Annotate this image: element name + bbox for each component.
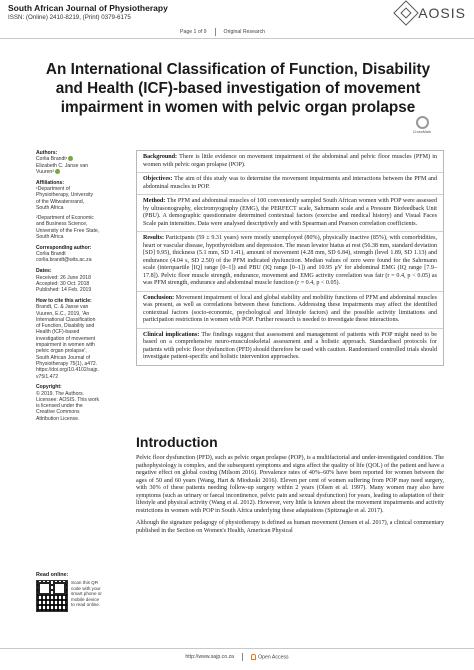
affiliation-line: Physiotherapy, University	[36, 192, 94, 199]
citation-line: pelvic organ prolapse',	[36, 348, 87, 355]
copyright-line: © 2019. The Authors.	[36, 390, 85, 397]
affiliation-line: University of the Free State,	[36, 227, 100, 234]
citation-line: International Classification	[36, 316, 96, 323]
abstract-background: Background: There is little evidence on movement impairment of the abdominal and pelvic floor muscles (PFM) in women with pelvic organ prolapse (POP).	[137, 151, 443, 173]
abstract-box	[136, 150, 444, 366]
qr-code-icon[interactable]	[36, 580, 68, 612]
copyright-line: Creative Commons	[36, 409, 80, 416]
affiliation-line: of the Witwatersrand,	[36, 198, 85, 205]
open-access: Open Access	[251, 654, 289, 660]
crossmark-badge[interactable]	[406, 116, 438, 134]
copyright-line: is licensed under the	[36, 403, 83, 410]
read-online-heading: Read online:	[36, 572, 69, 578]
publisher-name: AOSIS	[418, 5, 466, 21]
read-online-section	[36, 572, 118, 612]
footer-rule	[0, 648, 474, 649]
affiliation-line: South Africa	[36, 204, 64, 211]
publisher-logo	[397, 4, 466, 22]
page-info	[180, 27, 265, 37]
title-line: and Health (ICF)-based investigation of movement	[55, 80, 421, 97]
title-line: An International Classification of Function, Disability	[45, 61, 431, 78]
copyright-line: Licensee: AOSIS. This work	[36, 396, 100, 403]
howtocite-heading: How to cite this article:	[36, 297, 92, 304]
citation-line: Vuuren, E.C., 2019, 'An	[36, 310, 90, 317]
corresponding-email[interactable]: corlia.brandt@wits.ac.za	[36, 257, 92, 264]
author-line: Elizabeth C. Janse van	[36, 162, 89, 169]
orcid-icon[interactable]	[55, 169, 60, 174]
abstract-clinical-implications: Clinical implications: The findings suggest that assessment and management of patients with POP might need to be based on a comprehensive neuro-musculoskeletal assessment and a holistic approach. Standardised protocols for patients with pelvic floor dysfunction (PFD) should therefore be used with caution. Randomised controlled trials should investigate patient-specific and holistic intervention approaches.	[143, 331, 437, 360]
corresponding-heading: Corresponding author:	[36, 244, 92, 251]
article-category: Original Research	[223, 29, 266, 35]
affiliation-line: South Africa	[36, 234, 64, 241]
affiliation-line: and Business Science,	[36, 221, 88, 228]
crossmark-label: CrossMark	[412, 130, 432, 134]
journal-name: South African Journal of Physiotherapy	[8, 3, 168, 13]
orcid-icon[interactable]	[68, 156, 73, 161]
page-number: Page 1 of 9	[180, 29, 207, 35]
paragraph: Pelvic floor dysfunction (PFD), such as pelvic organ prolapse (POP), is a multifactorial and under-investigated condition. The pathophysiology is complex, and the subsequent symptoms and signs affect the quality of life (QOL) of the patient and have a negative effect on global costing (Milsom 2016). Prevalence rates of 40%–60% have been reported for women between the ages of 50 and 60 years (Wang, Hart & Mioduski 2016). Eleven per cent of women suffering from POP may need surgery, with 30% of these patients needing follow-up surgery within 2 years (Olsen et al. 1997). Many women may also have symptoms (such as urinary or faecal incontinence, pelvic pain and sexual dysfunction) for years, leading to adaptation of their lifestyle and physical activity (Wang et al. 2012). However, very little is known about the movement impairments and activity restrictions in women with POP in South Africa underlying these adaptations (Spitznagle et al. 2017).	[136, 455, 444, 514]
copyright-heading: Copyright:	[36, 384, 62, 391]
citation-line: impairment in women with	[36, 342, 95, 349]
authors-heading: Authors:	[36, 150, 58, 156]
introduction-heading: Introduction	[136, 434, 218, 450]
introduction-body	[136, 455, 444, 535]
affiliation-line: ¹Department of	[36, 185, 70, 192]
author-line: Corlia Brandt¹	[36, 156, 118, 162]
page-footer	[0, 650, 474, 664]
affiliations-heading: Affiliations:	[36, 179, 65, 186]
abstract-objectives: Objectives: The aim of this study was to determine the movement impairments and interactions between the PFM and abdominal muscles in POP.	[137, 173, 443, 195]
abstract-conclusion: Conclusion: Movement impairment of local and global stability and mobility functions of PFM and abdominal muscles was present, as well as correlations between these functions. Addressing these impairments may affect the identified contextual factors (socio-economic, psychological and lifestyle factors) and the possible activity limitations and participation restrictions in women with POP. Further research is needed to investigate these interactions.	[137, 292, 443, 329]
journal-url[interactable]: http://www.sajp.co.za	[185, 654, 235, 660]
affiliation-line: ²Department of Economic	[36, 215, 94, 222]
abstract-results: Results: Participants (59 ± 9.31 years) were mostly unemployed (80%), physically inactive (85%), with comorbidities, heart or vascular disease, hypothyroidism and depression. The mean levator hiatus at rest (56.38 mm, standard deviation [SD] 9.95), thickness (5.1 mm, SD 1.41), amount of movement (4.28 mm, SD 6.84), strength (level 1.89, SD 1.13) and endurance (4.04 s, SD 2.50) of the PFM indicated dysfunction. Median values of zero were found for the Sahrmann scale (interquartile [IQ] range [0–1]) and PBU (IQ range [0–1]) and 10.95 μV for abdominal EMG (IQ range [7.9–17.8]). Pelvic floor muscle strength, endurance, movement and EMG activity correlation was fair (r = 0.4, p < 0.05) as was PFM strength, endurance and abdominal muscle function (r = 0.4, p < 0.05).	[137, 232, 443, 292]
author-line: Vuuren²	[36, 169, 118, 175]
qr-instructions: Scan this QR code with your smart phone or mobile device to read online.	[71, 580, 102, 608]
divider	[215, 28, 216, 36]
citation-line: investigation of movement	[36, 335, 96, 342]
abstract-method: Method: The PFM and abdominal muscles of 100 conveniently sampled South African women with POP were assessed by ultrasonography, electromyography (EMG), the PERFECT scale, Sahrmann scale and a Pressure Biofeedback Unit (PBU). A demographic questionnaire determined contextual factors (exercise and medical history) and Visual Faces Scale pain intensities. Data were analysed descriptively and with Spearman and Pearson correlation coefficients.	[137, 195, 443, 232]
journal-issn: ISSN: (Online) 2410-8219, (Print) 0379-6175	[8, 14, 131, 21]
citation-line: Physiotherapy 75(1), a472.	[36, 360, 98, 367]
divider	[242, 653, 243, 661]
crossmark-icon	[416, 116, 429, 129]
copyright-line: Attribution License.	[36, 415, 80, 422]
citation-doi-link[interactable]: https://doi.org/10.4102/sajp.	[36, 367, 99, 374]
paragraph: Although the signature pedagogy of physiotherapy is defined as human movement (Jensen et al. 2017), a clinical commentary published in the Section on Women's Health, American Physical	[136, 520, 444, 534]
citation-doi-link[interactable]: v75i1.472	[36, 373, 59, 380]
article-sidebar	[36, 150, 118, 422]
citation-line: of Function, Disability and	[36, 323, 95, 330]
citation-line: Brandt, C. & Janse van	[36, 304, 89, 311]
title-line: impairment in women with pelvic organ prolapse	[60, 99, 416, 116]
citation-line: Health (ICF)-based	[36, 329, 80, 336]
header-rule	[0, 38, 474, 39]
citation-line: South African Journal of	[36, 354, 91, 361]
article-title	[20, 60, 456, 117]
aosis-logo-icon	[393, 0, 418, 25]
page-header	[0, 0, 474, 40]
open-access-icon	[251, 654, 256, 660]
date-line: Published: 14 Feb. 2019	[36, 287, 92, 294]
dates-heading: Dates:	[36, 268, 52, 275]
date-line: Accepted: 30 Oct. 2018	[36, 280, 90, 287]
date-line: Received: 26 June 2018	[36, 274, 91, 281]
corresponding-name: Corlia Brandt	[36, 251, 66, 258]
